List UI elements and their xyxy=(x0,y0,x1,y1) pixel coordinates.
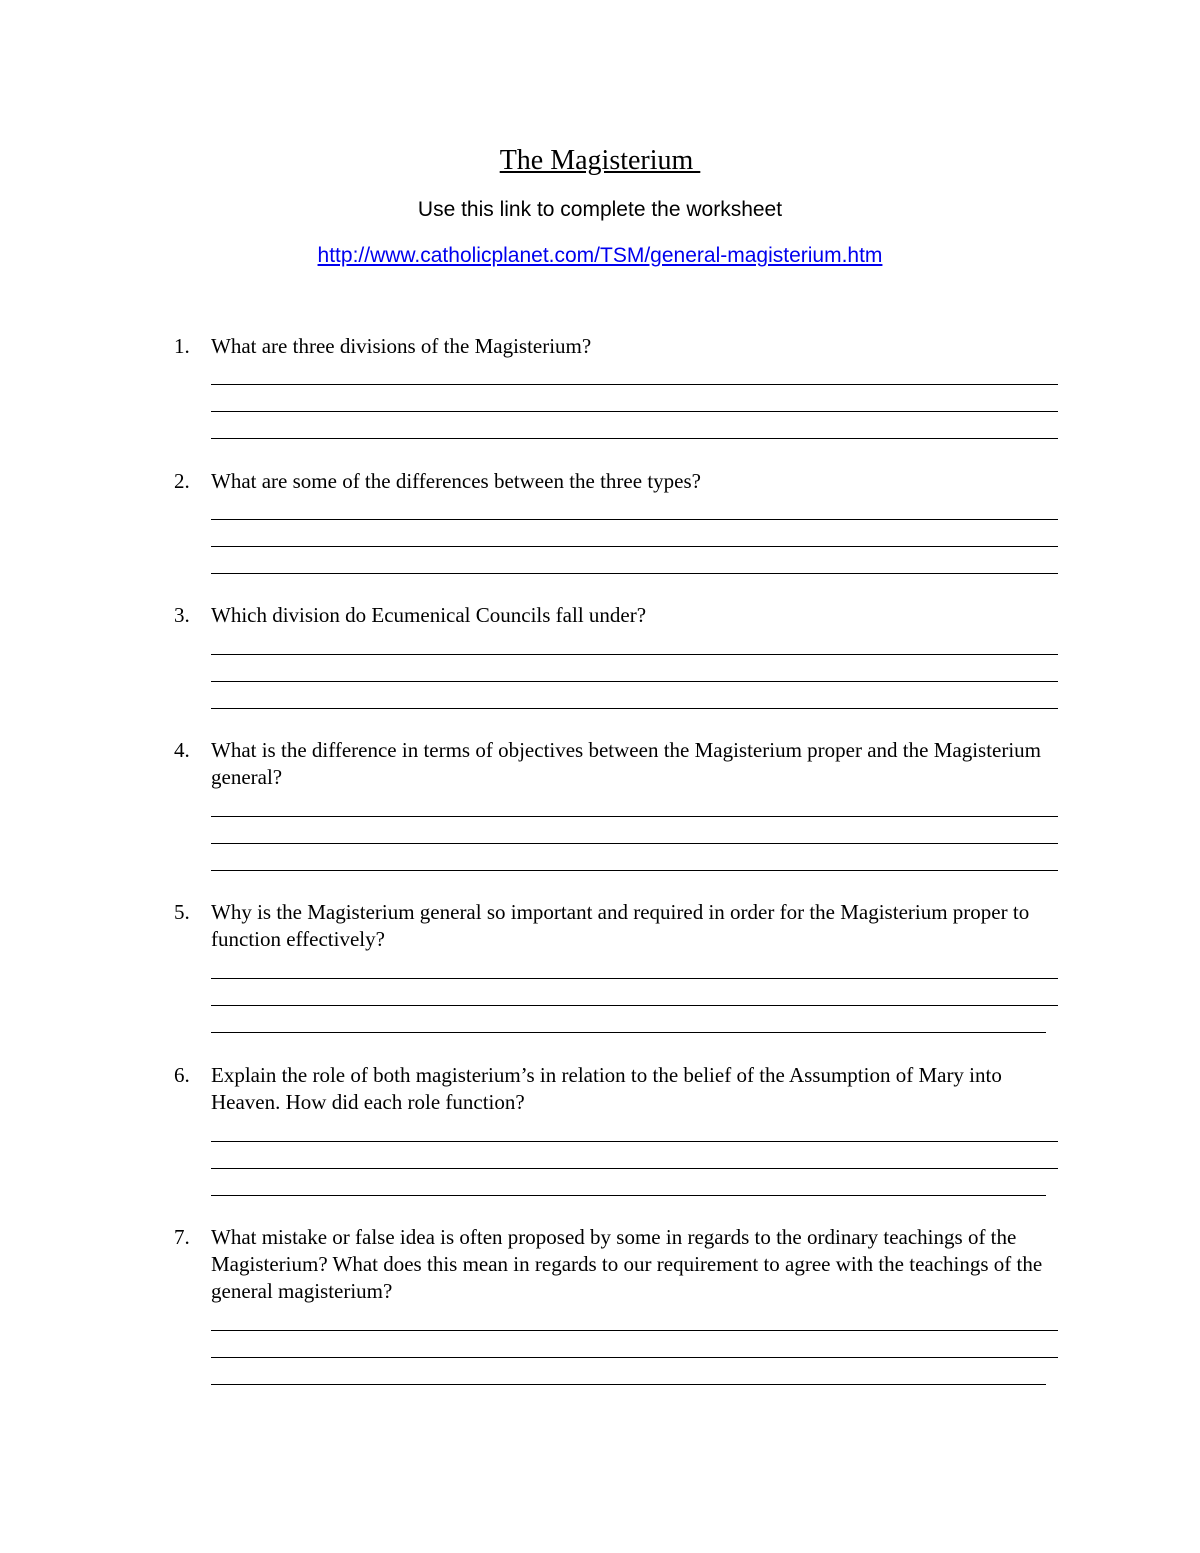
answer-line[interactable] xyxy=(211,384,1058,385)
answer-line[interactable] xyxy=(211,546,1058,547)
question-text: Which division do Ecumenical Councils fall under? xyxy=(211,603,647,627)
question-text: What is the difference in terms of objectives between the Magisterium proper and the Magisterium general? xyxy=(211,738,1042,789)
answer-line[interactable] xyxy=(211,1195,1046,1196)
page-title: The Magisterium xyxy=(499,145,701,176)
answer-line[interactable] xyxy=(211,438,1058,439)
answer-line[interactable] xyxy=(211,708,1058,709)
question-number: 1. xyxy=(174,334,190,358)
answer-line[interactable] xyxy=(211,411,1058,412)
answer-line[interactable] xyxy=(211,681,1058,682)
answer-line[interactable] xyxy=(211,1168,1058,1169)
answer-line[interactable] xyxy=(211,870,1058,871)
answer-line[interactable] xyxy=(211,573,1058,574)
question-text: What mistake or false idea is often proposed by some in regards to the ordinary teachings of the Magisterium? What does this mean in regards to our requirement to agree with the teachings of the general magisterium? xyxy=(211,1225,1043,1303)
question-text: Explain the role of both magisterium’s in relation to the belief of the Assumption of Mary into Heaven. How did each role function? xyxy=(211,1063,1002,1114)
answer-line[interactable] xyxy=(211,519,1058,520)
question-text: Why is the Magisterium general so important and required in order for the Magisterium proper to function effectively? xyxy=(211,900,1030,951)
answer-line[interactable] xyxy=(211,1384,1046,1385)
answer-line[interactable] xyxy=(211,1032,1046,1033)
resource-link[interactable]: http://www.catholicplanet.com/TSM/general-magisterium.htm xyxy=(317,244,883,267)
question-number: 3. xyxy=(174,603,190,627)
question-text: What are some of the differences between the three types? xyxy=(211,469,701,493)
worksheet-instruction: Use this link to complete the worksheet xyxy=(417,198,783,221)
question-text: What are three divisions of the Magisterium? xyxy=(211,334,592,358)
question-number: 2. xyxy=(174,469,190,493)
answer-line[interactable] xyxy=(211,1141,1058,1142)
answer-line[interactable] xyxy=(211,978,1058,979)
answer-line[interactable] xyxy=(211,654,1058,655)
answer-line[interactable] xyxy=(211,816,1058,817)
answer-line[interactable] xyxy=(211,1330,1058,1331)
question-number: 6. xyxy=(174,1063,190,1087)
answer-line[interactable] xyxy=(211,1005,1058,1006)
question-number: 7. xyxy=(174,1225,190,1249)
question-number: 5. xyxy=(174,900,190,924)
question-number: 4. xyxy=(174,738,190,762)
answer-line[interactable] xyxy=(211,1357,1058,1358)
resource-link-container xyxy=(0,243,1200,269)
answer-line[interactable] xyxy=(211,843,1058,844)
